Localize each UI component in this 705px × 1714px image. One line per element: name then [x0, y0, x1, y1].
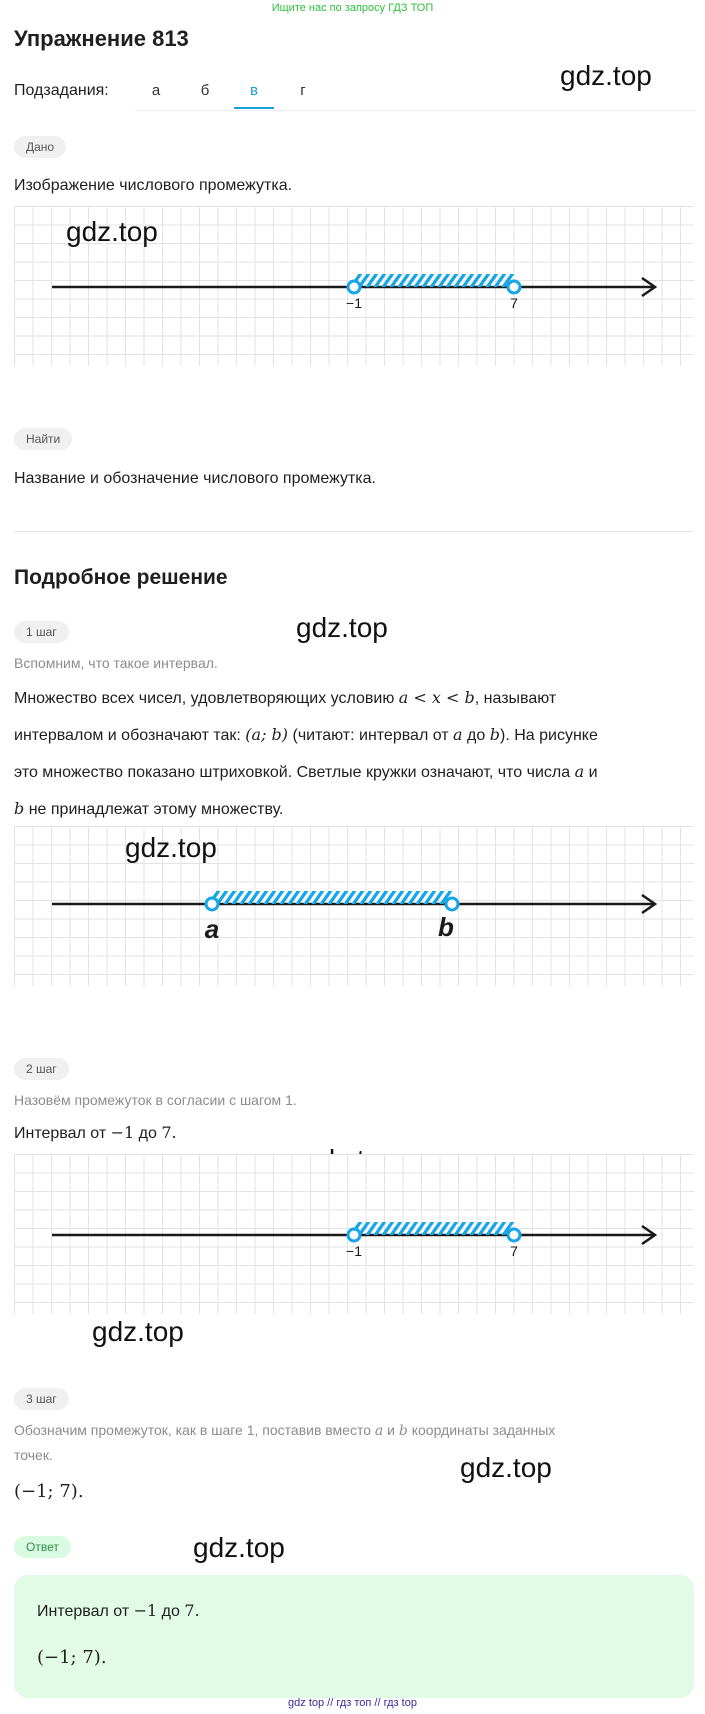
left-point-label: a: [204, 914, 220, 944]
watermark: gdz.top: [560, 60, 652, 91]
watermark: gdz.top: [460, 1452, 552, 1483]
watermark: gdz.top: [296, 612, 388, 643]
step1-line3: это множество показано штриховкой. Светлые кружки означают, что числа a и: [14, 762, 598, 781]
right-open-point: [446, 898, 458, 910]
left-open-point: [348, 1229, 360, 1241]
find-badge: Найти: [14, 428, 72, 450]
given-figure: [14, 206, 694, 366]
step1-line4: b не принадлежат этому множеству.: [14, 799, 284, 818]
left-point-label: −1: [346, 295, 362, 311]
answer-box: [14, 1575, 694, 1698]
left-point-label: −1: [346, 1243, 362, 1259]
step3-hint: Обозначим промежуток, как в шаге 1, поставив вместо a и b координаты заданных точек.: [14, 1422, 556, 1463]
right-point-label: b: [438, 912, 454, 942]
step2-hint: Назовём промежуток в согласии с шагом 1.: [14, 1092, 297, 1108]
watermark: gdz.top: [125, 832, 217, 863]
step2-figure: [14, 1154, 694, 1314]
watermark: gdz.top: [92, 1316, 184, 1347]
section-divider: [14, 531, 694, 532]
step3-result: (−1; 7).: [14, 1481, 84, 1502]
step2-badge: 2 шаг: [14, 1058, 69, 1080]
tab-g[interactable]: г: [300, 82, 306, 99]
tab-a[interactable]: а: [151, 82, 161, 99]
interval-hatch: [354, 274, 514, 287]
page-title: Упражнение 813: [14, 26, 189, 51]
answer-badge: Ответ: [14, 1536, 71, 1558]
find-text: Название и обозначение числового промежутка.: [14, 470, 376, 487]
step1-line2: интервалом и обозначают так: (a; b) (читают: интервал от a до b). На рисунке: [14, 725, 598, 744]
step1-hint: Вспомним, что такое интервал.: [14, 655, 218, 671]
answer-line2: (−1; 7).: [37, 1647, 107, 1668]
given-badge: Дано: [14, 136, 66, 158]
active-tab-indicator: [234, 107, 274, 109]
answer-line1: Интервал от −1 до 7.: [37, 1601, 200, 1620]
watermark: gdz.top: [66, 216, 158, 247]
right-open-point: [508, 281, 520, 293]
step1-figure: [14, 826, 694, 986]
footer-links[interactable]: gdz top // гдз топ // гдз top: [288, 1697, 417, 1709]
given-text: Изображение числового промежутка.: [14, 177, 293, 194]
right-point-label: 7: [510, 295, 518, 311]
tabs-divider: [135, 110, 695, 111]
subtasks-label: Подзадания:: [14, 82, 109, 99]
step3-badge: 3 шаг: [14, 1388, 69, 1410]
left-open-point: [206, 898, 218, 910]
right-point-label: 7: [510, 1243, 518, 1259]
step1-line1: Множество всех чисел, удовлетворяющих условию a < x < b, называют: [14, 688, 557, 707]
interval-hatch: [354, 1222, 514, 1235]
step1-paragraph: [14, 680, 694, 828]
top-banner[interactable]: Ищите нас по запросу ГДЗ ТОП: [271, 2, 434, 14]
solution-title: Подробное решение: [14, 566, 228, 589]
tab-b[interactable]: б: [200, 82, 210, 99]
watermark: gdz.top: [193, 1532, 285, 1563]
step2-text: Интервал от −1 до 7.: [14, 1123, 177, 1142]
step1-badge: 1 шаг: [14, 621, 69, 643]
left-open-point: [348, 281, 360, 293]
tab-v[interactable]: в: [250, 82, 258, 99]
right-open-point: [508, 1229, 520, 1241]
interval-hatch: [212, 891, 452, 904]
